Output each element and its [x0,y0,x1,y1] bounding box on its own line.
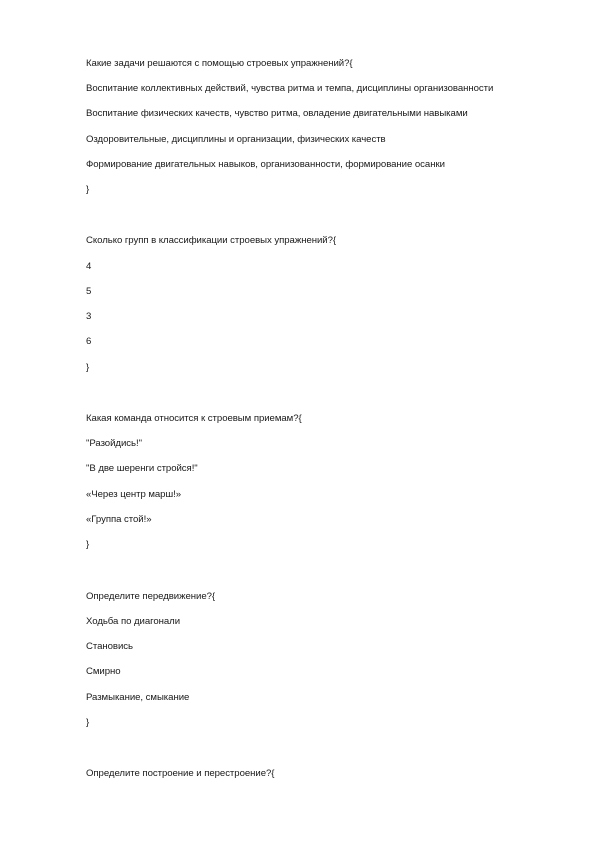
question-2-option-3: 3 [86,311,92,322]
question-3-text: Какая команда относится к строевым приемам?{ [86,413,302,424]
question-1-option-4: Формирование двигательных навыков, организованности, формирование осанки [86,159,445,170]
question-2-close: } [86,362,90,373]
question-4-option-1: Ходьба по диагонали [86,616,181,627]
question-1-option-1: Воспитание коллективных действий, чувства ритма и темпа, дисциплины организованности [86,83,494,94]
question-3-option-4: «Группа стой!» [86,514,152,525]
question-4-text: Определите передвижение?{ [86,591,216,602]
question-4-close: } [86,717,90,728]
question-4-option-4: Размыкание, смыкание [86,692,190,703]
question-2-text: Сколько групп в классификации строевых упражнений?{ [86,235,337,246]
question-3-close: } [86,539,90,550]
question-2-option-4: 6 [86,336,92,347]
question-3-option-3: «Через центр марш!» [86,489,182,500]
question-2-option-2: 5 [86,286,92,297]
question-1-option-3: Оздоровительные, дисциплины и организации, физических качеств [86,134,386,145]
question-1-option-2: Воспитание физических качеств, чувство ритма, овладение двигательными навыками [86,108,468,119]
question-3-option-1: "Разойдись!" [86,438,142,449]
question-1-close: } [86,184,90,195]
question-1-text: Какие задачи решаются с помощью строевых упражнений?{ [86,58,353,69]
question-5-text: Определите построение и перестроение?{ [86,768,275,779]
question-2-option-1: 4 [86,261,92,272]
question-4-option-3: Смирно [86,666,121,677]
question-3-option-2: "В две шеренги стройся!" [86,463,198,474]
question-4-option-2: Становись [86,641,133,652]
